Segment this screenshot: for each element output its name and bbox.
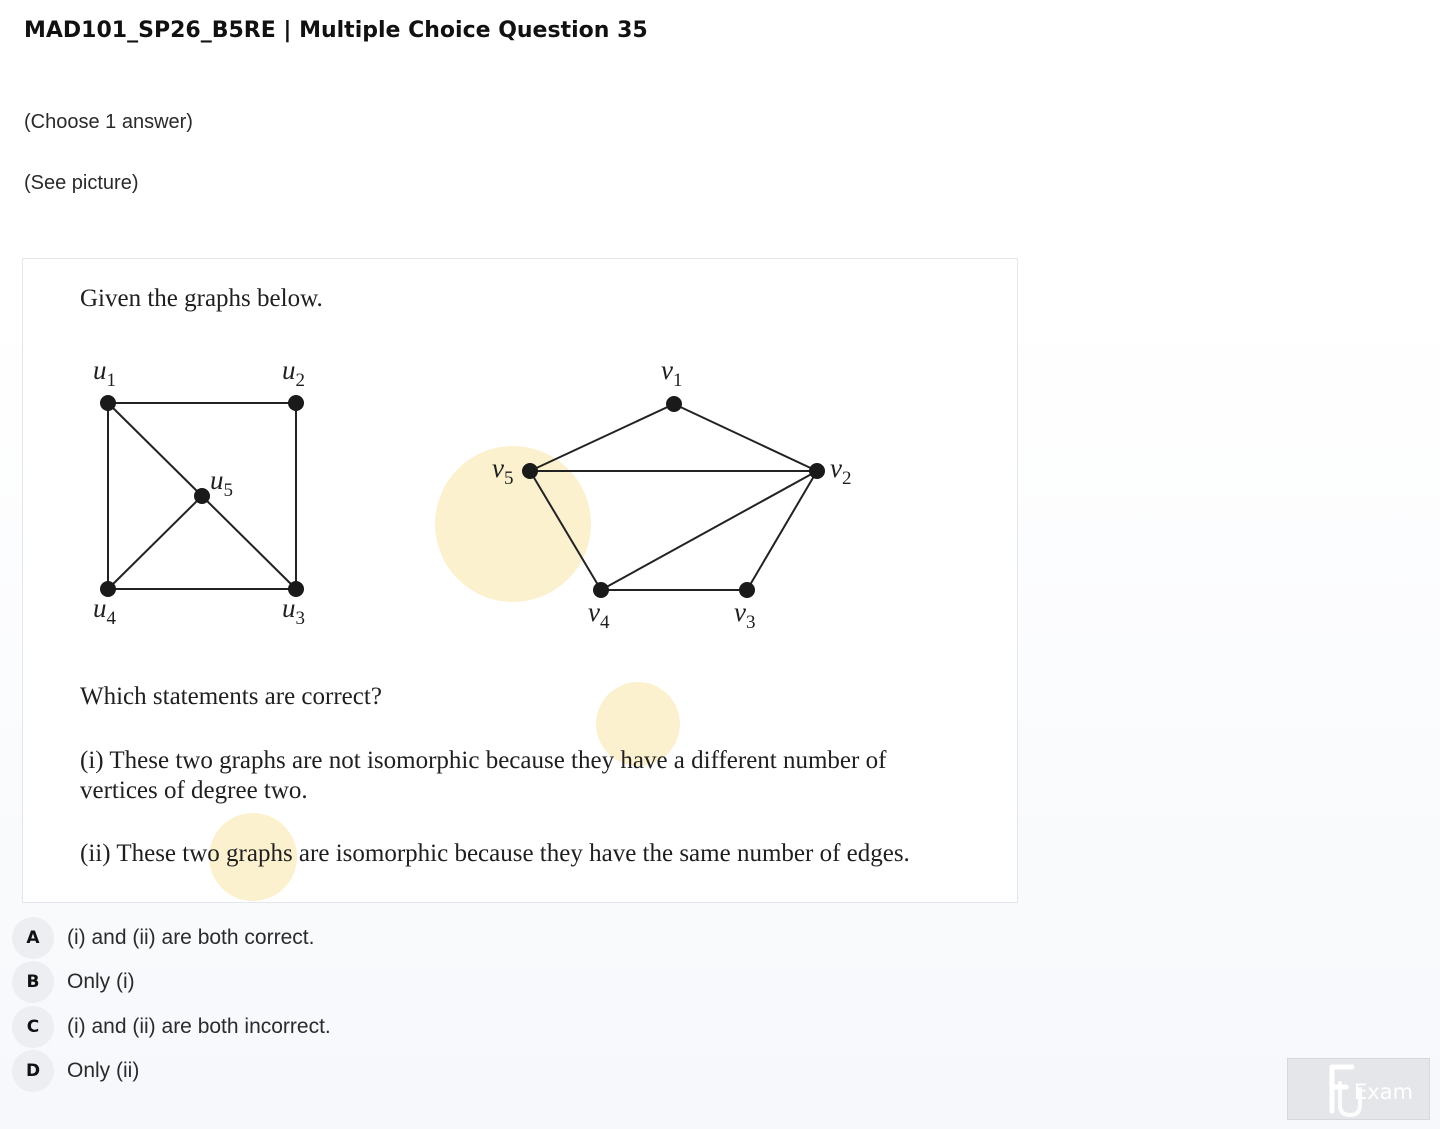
edge-v4-v2 (601, 471, 817, 590)
answer-option-d[interactable] (12, 1049, 139, 1093)
answer-letter: B (12, 961, 54, 1003)
answer-text: (i) and (ii) are both incorrect. (67, 1015, 331, 1038)
statement-i-line2: vertices of degree two. (80, 777, 308, 804)
edge-v1-v2 (674, 404, 817, 471)
sticker-watermark (209, 446, 680, 901)
prompt-text: Which statements are correct? (80, 683, 382, 710)
vertex-u5 (194, 488, 210, 504)
answer-option-a[interactable] (12, 916, 314, 960)
answer-option-c[interactable] (12, 1005, 331, 1049)
vertex-u1 (100, 395, 116, 411)
svg-text:Exam: Exam (1354, 1080, 1414, 1104)
vertex-v5 (522, 463, 538, 479)
edge-u5-u3 (202, 496, 296, 589)
choose-instruction: (Choose 1 answer) (24, 111, 193, 133)
statement-ii: (ii) These two graphs are isomorphic because they have the same number of edges. (80, 840, 910, 867)
label-u4: $u_4$ (93, 593, 116, 629)
answer-letter: C (12, 1006, 54, 1048)
answer-text: Only (ii) (67, 1059, 140, 1082)
question-picture-canvas (23, 259, 1017, 902)
label-u1: $u_1$ (93, 355, 116, 391)
vertex-v4 (593, 582, 609, 598)
label-v5: $v_5$ (492, 453, 514, 489)
edge-v1-v5 (530, 404, 674, 471)
label-u5: $u_5$ (210, 465, 233, 501)
label-v1: $v_1$ (661, 355, 683, 391)
label-u2: $u_2$ (282, 355, 305, 391)
label-v3: $v_3$ (734, 597, 756, 633)
statement-i-line1: (i) These two graphs are not isomorphic because they have a different number of (80, 747, 887, 774)
vertex-u2 (288, 395, 304, 411)
label-v4: $v_4$ (588, 597, 610, 633)
question-picture (22, 258, 1018, 903)
edge-v2-v3 (747, 471, 817, 590)
label-v2: $v_2$ (830, 453, 852, 489)
answer-text: Only (i) (67, 970, 135, 993)
page-title: MAD101_SP26_B5RE | Multiple Choice Question 35 (24, 18, 648, 43)
vertex-v3 (739, 582, 755, 598)
edge-u1-u5 (108, 403, 202, 496)
see-picture-note: (See picture) (24, 172, 139, 194)
vertex-v2 (809, 463, 825, 479)
fu-exam-logo (1287, 1058, 1430, 1120)
answer-letter: A (12, 917, 54, 959)
answer-letter: D (12, 1050, 54, 1092)
intro-text: Given the graphs below. (80, 285, 323, 312)
answer-option-b[interactable] (12, 960, 135, 1004)
vertex-v1 (666, 396, 682, 412)
edge-u4-u5 (108, 496, 202, 589)
fu-exam-logo-icon (1288, 1059, 1429, 1119)
answer-text: (i) and (ii) are both correct. (67, 926, 315, 949)
label-u3: $u_3$ (282, 593, 305, 629)
